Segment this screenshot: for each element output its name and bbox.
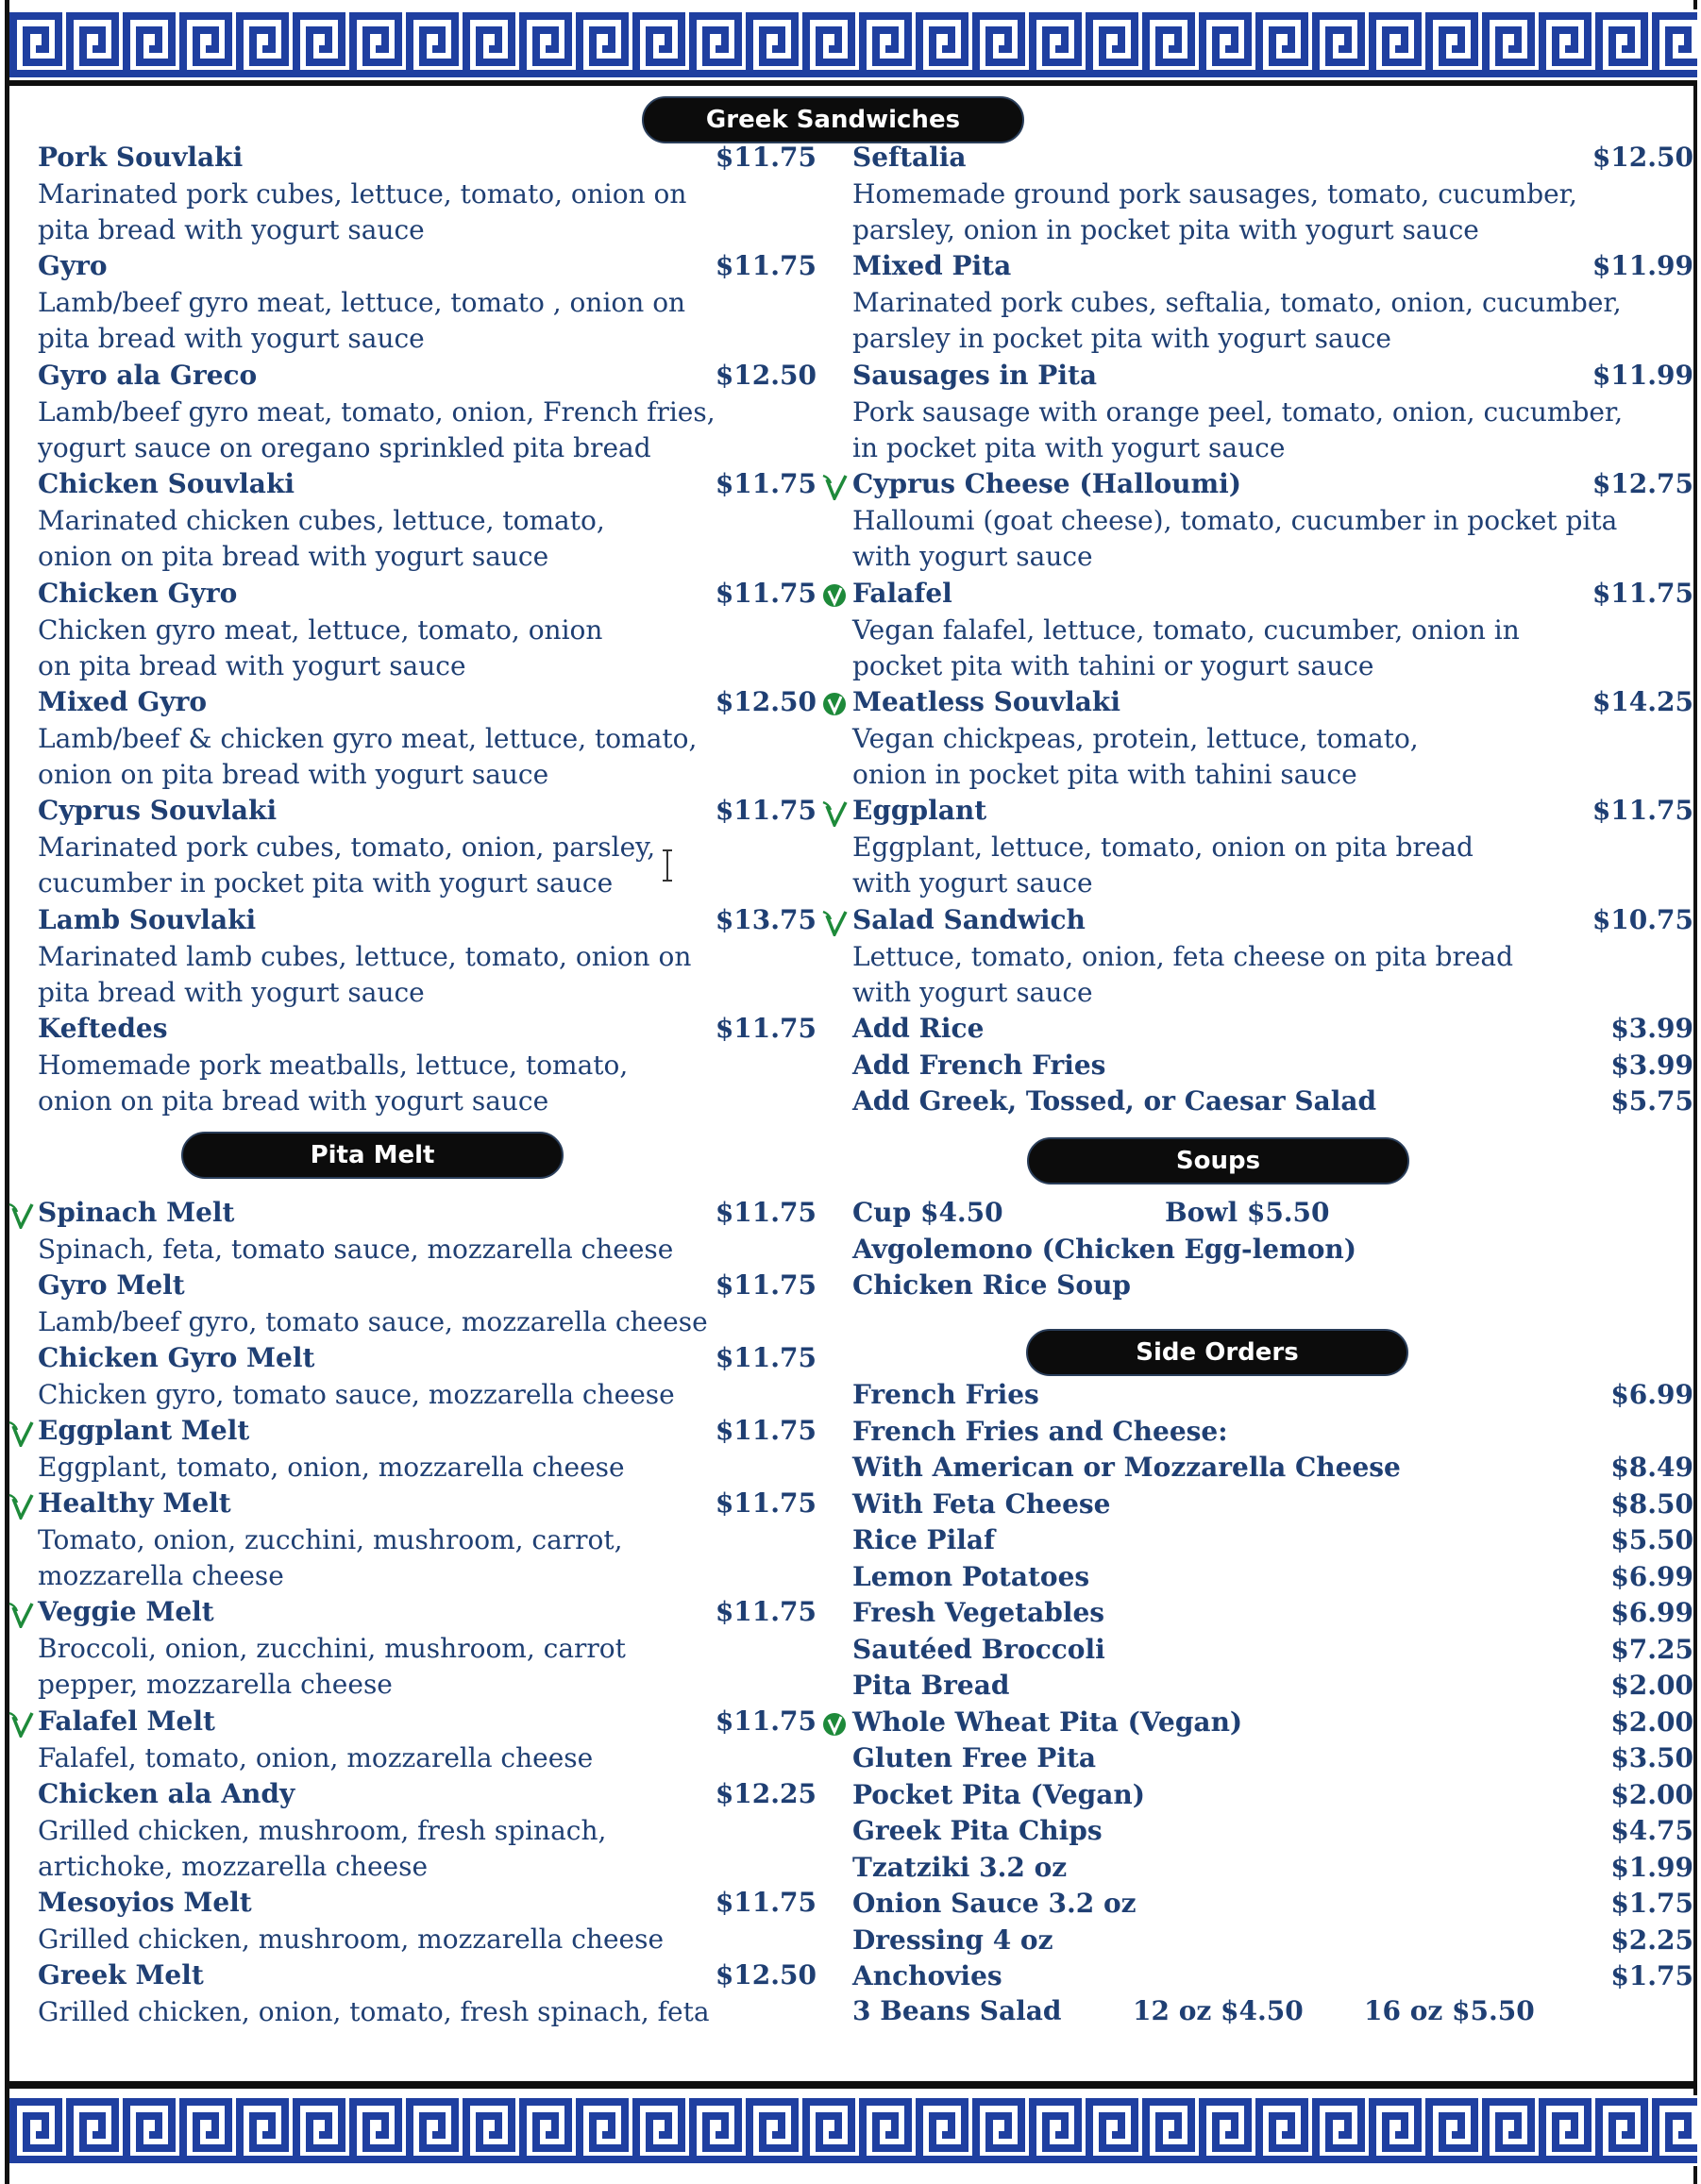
- melt-description: Grilled chicken, mushroom, mozzarella cheese: [38, 1924, 665, 1956]
- menu-item-description: Halloumi (goat cheese), tomato, cucumber in pocket pita: [852, 505, 1618, 537]
- menu-item-name: Lamb Souvlaki: [38, 903, 257, 935]
- item-price: $11.99: [1592, 250, 1693, 282]
- addon-name: Add Rice: [852, 1013, 985, 1044]
- menu-item-description: Marinated pork cubes, lettuce, tomato, onion on: [38, 178, 687, 210]
- item-price: $11.75: [715, 1487, 817, 1519]
- beans-salad-name: 3 Beans Salad: [852, 1995, 1062, 2026]
- item-price: $12.50: [1592, 142, 1693, 173]
- melt-name: Chicken Gyro Melt: [38, 1342, 315, 1373]
- melt-name: Falafel Melt: [38, 1705, 215, 1737]
- menu-item-name: Falafel: [852, 577, 952, 609]
- item-price: $1.75: [1610, 1960, 1693, 1991]
- item-price: $6.99: [1610, 1560, 1693, 1592]
- menu-item-description: on pita bread with yogurt sauce: [38, 649, 466, 681]
- greek-key-border-bottom: [9, 2095, 1697, 2166]
- menu-item-description: with yogurt sauce: [852, 976, 1093, 1008]
- menu-item-name: Gyro ala Greco: [38, 359, 258, 391]
- item-price: $1.99: [1610, 1851, 1693, 1883]
- addon-name: Add Greek, Tossed, or Caesar Salad: [852, 1085, 1377, 1117]
- menu-item-name: Seftalia: [852, 142, 967, 173]
- item-price: $11.75: [715, 468, 817, 500]
- greek-key-border-top: [9, 9, 1697, 80]
- menu-item-description: onion on pita bread with yogurt sauce: [38, 759, 549, 790]
- vegan-icon: [821, 688, 848, 718]
- side-order-name: Whole Wheat Pita (Vegan): [852, 1705, 1243, 1738]
- soup-item: Avgolemono (Chicken Egg-lemon): [852, 1234, 1357, 1265]
- side-order-name: With Feta Cheese: [852, 1487, 1111, 1520]
- item-price: $11.75: [715, 1197, 817, 1228]
- melt-description: pepper, mozzarella cheese: [38, 1669, 393, 1701]
- menu-item-description: Vegan chickpeas, protein, lettuce, tomato,: [852, 723, 1419, 754]
- side-order-name: With American or Mozzarella Cheese: [852, 1452, 1401, 1483]
- menu-item-description: onion on pita bread with yogurt sauce: [38, 541, 549, 573]
- side-order-name: Onion Sauce 3.2 oz: [852, 1888, 1137, 1919]
- item-price: $2.00: [1610, 1778, 1693, 1810]
- item-price: $14.25: [1592, 686, 1693, 717]
- soup-bowl-price: Bowl $5.50: [1165, 1197, 1330, 1228]
- frame-left-border: [5, 0, 9, 2184]
- menu-item-name: Sausages in Pita: [852, 359, 1098, 391]
- item-price: $1.75: [1610, 1888, 1693, 1919]
- item-price: $8.50: [1610, 1487, 1693, 1520]
- item-price: $2.00: [1610, 1670, 1693, 1701]
- melt-name: Chicken ala Andy: [38, 1777, 295, 1809]
- item-price: $11.75: [715, 142, 817, 173]
- menu-item-name: Chicken Souvlaki: [38, 468, 295, 500]
- vegetarian-icon: [821, 797, 848, 827]
- menu-item-name: Gyro: [38, 250, 108, 282]
- side-order-name: French Fries and Cheese:: [852, 1415, 1228, 1447]
- side-order-name: Sautéed Broccoli: [852, 1633, 1105, 1665]
- item-price: $11.75: [715, 1269, 817, 1301]
- menu-item-description: in pocket pita with yogurt sauce: [852, 431, 1286, 463]
- item-price: $2.25: [1610, 1924, 1693, 1956]
- section-title-pita-melt: Pita Melt: [181, 1132, 564, 1179]
- menu-item-name: Cyprus Souvlaki: [38, 795, 278, 827]
- melt-description: mozzarella cheese: [38, 1560, 284, 1591]
- vegetarian-icon: [821, 906, 848, 936]
- menu-item-name: Pork Souvlaki: [38, 142, 244, 173]
- item-price: $11.75: [715, 1887, 817, 1919]
- side-order-name: Gluten Free Pita: [852, 1742, 1097, 1773]
- border-rule-top: [9, 80, 1697, 86]
- melt-name: Mesoyios Melt: [38, 1887, 252, 1919]
- vegetarian-icon: [8, 1598, 34, 1628]
- melt-name: Eggplant Melt: [38, 1415, 250, 1446]
- item-price: $11.75: [715, 1013, 817, 1045]
- item-price: $2.00: [1610, 1705, 1693, 1738]
- menu-item-description: pita bread with yogurt sauce: [38, 976, 425, 1008]
- menu-item-name: Mixed Gyro: [38, 686, 208, 717]
- menu-item-description: cucumber in pocket pita with yogurt sauce: [38, 867, 614, 899]
- melt-description: Broccoli, onion, zucchini, mushroom, carrot: [38, 1633, 626, 1665]
- melt-description: Spinach, feta, tomato sauce, mozzarella cheese: [38, 1234, 674, 1265]
- vegan-icon: [821, 1708, 848, 1739]
- item-price: $4.75: [1610, 1815, 1693, 1846]
- menu-item-description: with yogurt sauce: [852, 867, 1093, 899]
- item-price: $12.50: [715, 1959, 817, 1991]
- side-order-name: Dressing 4 oz: [852, 1924, 1053, 1956]
- item-price: $11.75: [715, 795, 817, 827]
- vegetarian-icon: [8, 1417, 34, 1447]
- item-price: $6.99: [1610, 1597, 1693, 1628]
- item-price: $11.75: [1592, 577, 1693, 609]
- item-price: $3.50: [1610, 1742, 1693, 1773]
- item-price: $11.75: [715, 1415, 817, 1446]
- section-title-side-orders: Side Orders: [1026, 1329, 1408, 1376]
- vegetarian-icon: [8, 1489, 34, 1520]
- melt-description: Grilled chicken, onion, tomato, fresh spinach, feta: [38, 1996, 710, 2028]
- menu-item-name: Meatless Souvlaki: [852, 686, 1120, 717]
- item-price: $7.25: [1610, 1633, 1693, 1665]
- item-price: $12.50: [715, 359, 817, 391]
- menu-item-name: Eggplant: [852, 795, 987, 827]
- item-price: $11.99: [1592, 359, 1693, 391]
- item-price: $13.75: [715, 903, 817, 935]
- side-order-name: Rice Pilaf: [852, 1524, 996, 1555]
- side-order-name: French Fries: [852, 1379, 1039, 1410]
- melt-description: Falafel, tomato, onion, mozzarella cheese: [38, 1741, 594, 1773]
- melt-name: Healthy Melt: [38, 1487, 231, 1519]
- menu-item-description: Homemade pork meatballs, lettuce, tomato,: [38, 1050, 629, 1082]
- item-price: $3.99: [1610, 1049, 1693, 1081]
- menu-item-description: Marinated pork cubes, seftalia, tomato, onion, cucumber,: [852, 287, 1622, 319]
- vegetarian-icon: [8, 1199, 34, 1229]
- side-order-name: Fresh Vegetables: [852, 1597, 1105, 1628]
- item-price: $11.75: [1592, 795, 1693, 827]
- menu-item-description: Eggplant, lettuce, tomato, onion on pita bread: [852, 832, 1474, 864]
- menu-item-description: Lamb/beef gyro meat, tomato, onion, French fries,: [38, 395, 716, 428]
- menu-item-name: Mixed Pita: [852, 250, 1012, 282]
- menu-item-name: Cyprus Cheese (Halloumi): [852, 468, 1242, 500]
- menu-item-name: Chicken Gyro: [38, 577, 238, 609]
- beans-salad-large-price: 16 oz $5.50: [1364, 1995, 1535, 2026]
- menu-item-name: Salad Sandwich: [852, 903, 1086, 935]
- soup-item: Chicken Rice Soup: [852, 1269, 1131, 1301]
- item-price: $11.75: [715, 250, 817, 282]
- border-rule-bottom: [9, 2081, 1697, 2089]
- menu-item-description: pocket pita with tahini or yogurt sauce: [852, 649, 1374, 681]
- menu-item-name: Keftedes: [38, 1013, 168, 1045]
- menu-item-description: Marinated chicken cubes, lettuce, tomato,: [38, 505, 605, 537]
- side-order-name: Lemon Potatoes: [852, 1560, 1090, 1592]
- item-price: $12.50: [715, 686, 817, 717]
- side-order-name: Anchovies: [852, 1960, 1002, 1991]
- item-price: $11.75: [715, 1705, 817, 1737]
- melt-description: Grilled chicken, mushroom, fresh spinach,: [38, 1814, 607, 1846]
- menu-item-description: Marinated lamb cubes, lettuce, tomato, onion on: [38, 940, 692, 972]
- melt-description: artichoke, mozzarella cheese: [38, 1850, 429, 1882]
- menu-item-description: onion on pita bread with yogurt sauce: [38, 1085, 549, 1117]
- side-order-name: Tzatziki 3.2 oz: [852, 1851, 1068, 1883]
- menu-item-description: Lamb/beef & chicken gyro meat, lettuce, tomato,: [38, 723, 698, 754]
- menu-item-description: Homemade ground pork sausages, tomato, cucumber,: [852, 178, 1577, 210]
- menu-item-description: with yogurt sauce: [852, 541, 1093, 573]
- menu-item-description: Lamb/beef gyro meat, lettuce, tomato , onion on: [38, 287, 686, 319]
- melt-name: Veggie Melt: [38, 1596, 214, 1628]
- melt-description: Chicken gyro, tomato sauce, mozzarella cheese: [38, 1379, 675, 1410]
- section-title-soups: Soups: [1027, 1137, 1409, 1184]
- item-price: $12.75: [1592, 468, 1693, 500]
- item-price: $11.75: [715, 1596, 817, 1628]
- vegan-icon: [821, 580, 848, 610]
- item-price: $10.75: [1592, 903, 1693, 935]
- item-price: $8.49: [1610, 1452, 1693, 1483]
- menu-item-description: parsley in pocket pita with yogurt sauce: [852, 323, 1392, 355]
- menu-item-description: pita bread with yogurt sauce: [38, 323, 425, 355]
- addon-name: Add French Fries: [852, 1049, 1106, 1081]
- melt-name: Greek Melt: [38, 1959, 204, 1991]
- menu-item-description: Vegan falafel, lettuce, tomato, cucumber, onion in: [852, 613, 1520, 646]
- melt-description: Lamb/beef gyro, tomato sauce, mozzarella cheese: [38, 1306, 708, 1337]
- item-price: $3.99: [1610, 1013, 1693, 1044]
- menu-item-description: Chicken gyro meat, lettuce, tomato, onion: [38, 613, 603, 646]
- item-price: $6.99: [1610, 1379, 1693, 1410]
- soup-cup-price: Cup $4.50: [852, 1197, 1003, 1228]
- menu-item-description: Marinated pork cubes, tomato, onion, parsley,: [38, 832, 656, 864]
- menu-item-description: parsley, onion in pocket pita with yogurt sauce: [852, 214, 1479, 245]
- vegetarian-icon: [821, 470, 848, 500]
- beans-salad-small-price: 12 oz $4.50: [1133, 1995, 1304, 2026]
- melt-name: Spinach Melt: [38, 1197, 235, 1228]
- item-price: $12.25: [715, 1777, 817, 1809]
- vegetarian-icon: [8, 1707, 34, 1738]
- melt-description: Tomato, onion, zucchini, mushroom, carrot,: [38, 1524, 623, 1555]
- item-price: $5.75: [1610, 1085, 1693, 1117]
- side-order-name: Greek Pita Chips: [852, 1815, 1103, 1846]
- item-price: $5.50: [1610, 1524, 1693, 1555]
- melt-description: Eggplant, tomato, onion, mozzarella cheese: [38, 1452, 625, 1483]
- text-cursor-icon: [661, 849, 674, 882]
- menu-item-description: yogurt sauce on oregano sprinkled pita bread: [38, 431, 651, 463]
- section-title-greek-sandwiches: Greek Sandwiches: [642, 96, 1024, 143]
- side-order-name: Pita Bread: [852, 1670, 1010, 1701]
- side-order-name: Pocket Pita (Vegan): [852, 1778, 1145, 1810]
- item-price: $11.75: [715, 1342, 817, 1373]
- melt-name: Gyro Melt: [38, 1269, 185, 1301]
- menu-item-description: Pork sausage with orange peel, tomato, onion, cucumber,: [852, 395, 1624, 428]
- item-price: $11.75: [715, 577, 817, 609]
- menu-item-description: onion in pocket pita with tahini sauce: [852, 759, 1357, 790]
- frame-right-border: [1693, 0, 1697, 2184]
- menu-item-description: pita bread with yogurt sauce: [38, 214, 425, 245]
- menu-item-description: Lettuce, tomato, onion, feta cheese on pita bread: [852, 940, 1514, 972]
